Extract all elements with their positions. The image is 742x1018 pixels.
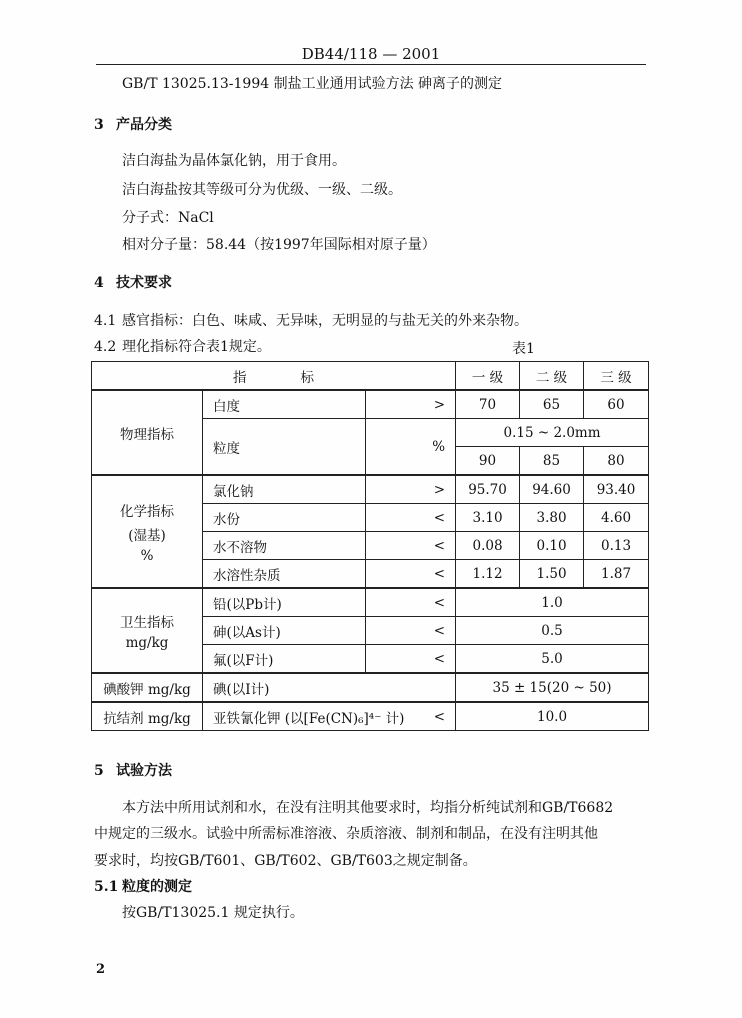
anticaking-item-sign: <	[433, 709, 446, 725]
chemical-item-name: 水不溶物	[203, 532, 366, 560]
reference-line: GB/T 13025.13-1994 制盐工业通用试验方法 砷离子的测定	[122, 76, 503, 92]
section-3-line: 洁白海盐按其等级可分为优级、一级、二级。	[122, 182, 402, 198]
hygiene-label-line: mg/kg	[125, 634, 169, 651]
chemical-grade-3: 4.60	[584, 504, 649, 532]
chemical-item-sign: <	[366, 532, 456, 560]
hygiene-item-value: 0.5	[456, 617, 649, 645]
anticaking-item	[203, 702, 456, 731]
chemical-item-sign: >	[366, 475, 456, 504]
hygiene-item-sign: <	[366, 645, 456, 674]
subsection-5-1-number: 5.1	[94, 879, 119, 895]
hygiene-label	[92, 588, 203, 673]
granularity-grade-1: 90	[456, 447, 520, 476]
section-3-line: 相对分子量：58.44（按1997年国际相对原子量）	[122, 237, 436, 253]
chemical-item-name: 氯化钠	[203, 475, 366, 504]
iodate-item-name: 碘(以I计)	[203, 673, 456, 702]
chemical-item-name: 水份	[203, 504, 366, 532]
table-row	[92, 588, 649, 617]
hygiene-item-sign: <	[366, 588, 456, 617]
section-3-heading	[94, 114, 172, 134]
table-caption: 表1	[512, 341, 535, 357]
table-row	[92, 475, 649, 504]
chemical-grade-2: 94.60	[520, 475, 584, 504]
granularity-grade-2: 85	[520, 447, 584, 476]
header-grade-1: 一 级	[456, 362, 520, 391]
hygiene-item-sign: <	[366, 617, 456, 645]
section-4-number: 4	[94, 275, 104, 291]
section-3-line: 洁白海盐为晶体氯化钠，用于食用。	[122, 153, 346, 169]
hygiene-item-value: 5.0	[456, 645, 649, 674]
section-5-paragraph-line: 中规定的三级水。试验中所需标准溶液、杂质溶液、制剂和制品，在没有注明其他	[94, 826, 598, 842]
page-number: 2	[96, 962, 106, 977]
chemical-grade-2: 3.80	[520, 504, 584, 532]
table-row	[92, 390, 649, 419]
whiteness-grade-2: 65	[520, 390, 584, 419]
spec-table	[91, 361, 649, 731]
chemical-item-sign: <	[366, 560, 456, 589]
chemical-label-line: 化学指标	[120, 503, 174, 520]
section-3-line: 分子式：NaCl	[122, 210, 214, 226]
subsection-5-1-heading	[94, 876, 192, 896]
chemical-grade-1: 3.10	[456, 504, 520, 532]
granularity-grade-3: 80	[584, 447, 649, 476]
granularity-name: 粒度	[203, 419, 366, 476]
hygiene-label-line: 卫生指标	[120, 614, 174, 631]
chemical-label-line: (湿基)	[128, 527, 166, 544]
chemical-grade-3: 1.87	[584, 560, 649, 589]
iodate-value: 35 ± 15(20 ~ 50)	[456, 673, 649, 702]
section-5-paragraph-line: 要求时，均按GB/T601、GB/T602、GB/T603之规定制备。	[94, 853, 477, 869]
item-4-1	[94, 310, 528, 330]
subsection-5-1-title: 粒度的测定	[122, 879, 192, 895]
chemical-grade-1: 1.12	[456, 560, 520, 589]
subsection-5-1-text: 按GB/T13025.1 规定执行。	[122, 905, 304, 921]
chemical-grade-3: 93.40	[584, 475, 649, 504]
section-5-heading	[94, 760, 172, 780]
chemical-grade-2: 1.50	[520, 560, 584, 589]
physical-label: 物理指标	[92, 390, 203, 475]
chemical-item-name: 水溶性杂质	[203, 560, 366, 589]
whiteness-name: 白度	[203, 390, 366, 419]
anticaking-item-name: 亚铁氰化钾 (以[Fe(CN)₆]⁴⁻ 计)	[213, 710, 405, 727]
granularity-range: 0.15 ~ 2.0mm	[456, 419, 649, 447]
granularity-unit: %	[366, 419, 456, 476]
item-4-2-number: 4.2	[94, 339, 117, 355]
section-5-number: 5	[94, 763, 104, 779]
chemical-grade-2: 0.10	[520, 532, 584, 560]
header-indicator: 指 标	[92, 362, 456, 391]
whiteness-grade-1: 70	[456, 390, 520, 419]
item-4-2	[94, 336, 271, 356]
section-3-title: 产品分类	[116, 117, 172, 133]
header-grade-3: 三 级	[584, 362, 649, 391]
hygiene-item-name: 铅(以Pb计)	[203, 588, 366, 617]
section-5-title: 试验方法	[116, 763, 172, 779]
whiteness-sign: >	[366, 390, 456, 419]
anticaking-label: 抗结剂 mg/kg	[92, 702, 203, 731]
section-4-title: 技术要求	[116, 275, 172, 291]
iodate-label: 碘酸钾 mg/kg	[92, 673, 203, 702]
hygiene-item-value: 1.0	[456, 588, 649, 617]
section-3-number: 3	[94, 117, 104, 133]
whiteness-grade-3: 60	[584, 390, 649, 419]
chemical-label-line: %	[140, 547, 154, 564]
section-5-paragraph-line: 本方法中所用试剂和水，在没有注明其他要求时，均指分析纯试剂和GB/T6682	[122, 800, 614, 816]
hygiene-item-name: 砷(以As计)	[203, 617, 366, 645]
chemical-label	[92, 475, 203, 588]
chemical-grade-1: 95.70	[456, 475, 520, 504]
chemical-item-sign: <	[366, 504, 456, 532]
anticaking-value: 10.0	[456, 702, 649, 731]
document-code: DB44/118 — 2001	[301, 45, 441, 63]
hygiene-item-name: 氟(以F计)	[203, 645, 366, 674]
table-row	[92, 673, 649, 702]
item-4-2-text: 理化指标符合表1规定。	[122, 339, 271, 355]
item-4-1-number: 4.1	[94, 313, 117, 329]
chemical-grade-1: 0.08	[456, 532, 520, 560]
table-row	[92, 702, 649, 731]
section-4-heading	[94, 272, 172, 292]
header-grade-2: 二 级	[520, 362, 584, 391]
chemical-grade-3: 0.13	[584, 532, 649, 560]
table-header-row	[92, 362, 649, 391]
item-4-1-text: 感官指标：白色、味咸、无异味，无明显的与盐无关的外来杂物。	[122, 313, 528, 329]
header-rule	[96, 64, 646, 65]
